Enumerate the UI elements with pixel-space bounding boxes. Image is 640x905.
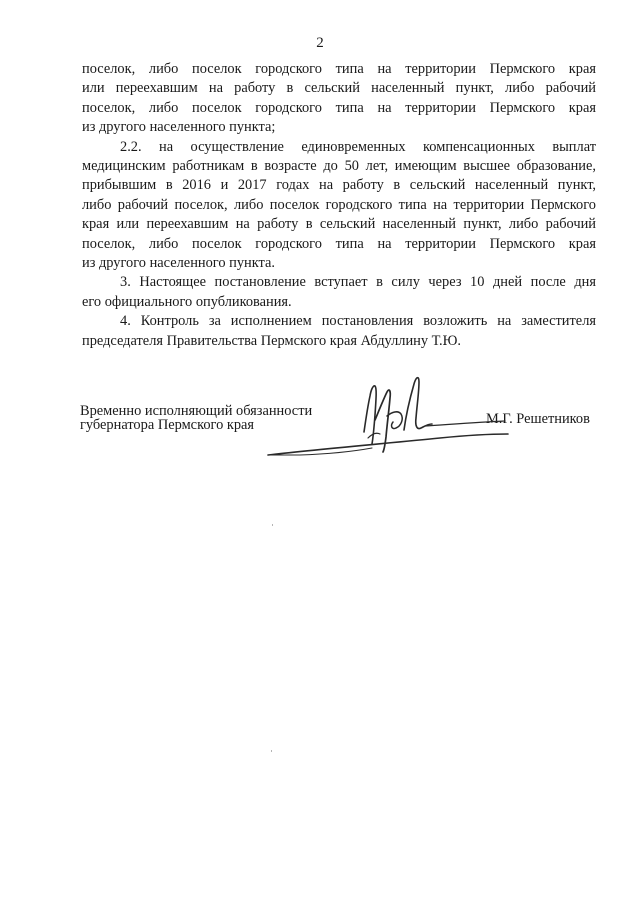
position-line: губернатора Пермского края xyxy=(80,417,255,433)
text-line: 4. Контроль за исполнением постановления возложить на заместителя xyxy=(120,313,596,330)
page-number: 2 xyxy=(316,35,324,51)
text-line: прибывшим в 2016 и 2017 годах на работу в сельский населенный пункт, xyxy=(82,177,596,194)
text-line: 3. Настоящее постановление вступает в силу через 10 дней после дня xyxy=(120,274,596,291)
text-line: края или переехавшим на работу в сельский населенный пункт, либо рабочий xyxy=(82,216,596,233)
paragraph-item-3 xyxy=(82,273,596,312)
signatory-position xyxy=(80,404,312,432)
text-line: поселок, либо поселок городского типа на территории Пермского края xyxy=(82,235,596,252)
text-line: медицинским работникам в возрасте до 50 лет, имеющим высшее образование, xyxy=(82,158,596,175)
text-line: либо рабочий поселок, либо поселок городского типа на территории Пермского xyxy=(82,196,596,213)
scan-artifact xyxy=(271,750,272,752)
signatory-name: М.Г. Решетников xyxy=(486,411,590,427)
text-line: поселок, либо поселок городского типа на территории Пермского края xyxy=(82,61,596,77)
text-line: или переехавшим на работу в сельский населенный пункт, либо рабочий xyxy=(82,80,596,97)
text-line: председателя Правительства Пермского края Абдуллину Т.Ю. xyxy=(82,332,461,349)
text-line: 2.2. на осуществление единовременных компенсационных выплат xyxy=(120,138,596,155)
position-line: Временно исполняющий обязанности xyxy=(80,403,313,419)
text-line: из другого населенного пункта; xyxy=(82,119,276,136)
text-line: из другого населенного пункта. xyxy=(82,255,275,272)
paragraph-item-2-2 xyxy=(82,138,596,274)
text-line: поселок, либо поселок городского типа на территории Пермского края xyxy=(82,99,596,116)
scan-artifact xyxy=(272,524,273,526)
paragraph-item-4 xyxy=(82,312,596,351)
document-body xyxy=(82,60,596,351)
text-line: его официального опубликования. xyxy=(82,293,292,310)
paragraph-continuation xyxy=(82,60,596,138)
